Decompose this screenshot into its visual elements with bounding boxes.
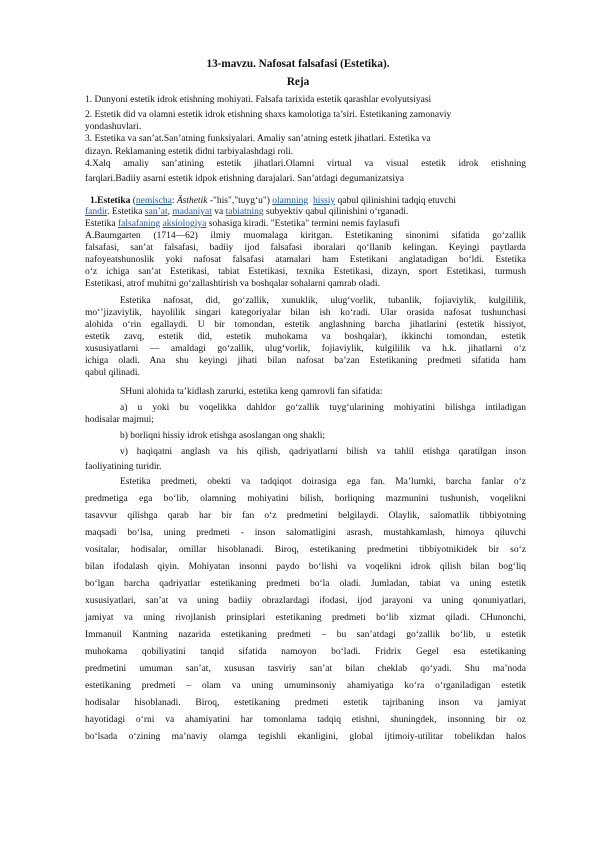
plan-item-2: 2. Estetik did va olamni estetik idrok etishning shaxs kamolotiga ta’siri. Estetikaning zamonaviy	[85, 110, 452, 120]
para3-line-14: hodisalar hisoblanadi. Biroq, estetikaning predmeti estetik tajribaning inson va jamiyat	[85, 698, 526, 708]
plan-item-2-cont: yondashuvlari.	[85, 122, 142, 132]
para2-line-7: qabul qilinadi.	[85, 368, 140, 378]
para2-line-3: alohida o‘rin egallaydi. U bir tomondan, estetik anglashning barcha jihatlarini (estetik hissiyot,	[85, 320, 526, 330]
link-fandir[interactable]: fandir	[85, 207, 108, 217]
para3-line-13: estetikaning predmeti – olam va uning umuminsoniy ahamiyatiga ko‘ra o‘rganiladigan estetik	[85, 681, 526, 691]
feature-b: b) borliqni hissiy idrok etishga asoslangan ong shakli;	[120, 431, 326, 441]
section-number: 1.	[90, 196, 98, 206]
document-title: 13-mavzu. Nafosat falsafasi (Estetika).	[206, 58, 390, 70]
plan-item-4-cont: farqlari.Badiiy asarni estetik idpok etishning darajalari. San’atdagi degumanizatsiya	[85, 174, 404, 184]
intro-line-5: falsafasi, san’at falsafasi, badiiy ijod falsafasi iboralari qo‘llanib kelingan. Keyingi paytlarda	[85, 243, 526, 253]
link-aksiologiya[interactable]: aksiologiya	[162, 219, 207, 229]
intro-line-1: 1.Estetika (nemischa: Ästhetik -"his","tuyg‘u") olamning hissiy qabul qilinishini tadqiq etuvchi	[90, 196, 456, 206]
link-sanat[interactable]: san’at	[144, 207, 168, 217]
intro-line-6: nafoyeatshunoslik yoki nafosat falsafasi atamalari ham Estetikani anglatadigan bo‘ldi. Estetika	[85, 255, 526, 265]
para3-line-8: xususiyatlari, san’at va uning badiiy obrazlardagi ifodasi, ijod jarayoni va uning qonuniyatlari,	[85, 596, 526, 606]
plan-heading: Reja	[286, 76, 310, 88]
plan-item-3-cont: dizayn. Reklamaning estetik didni tarbiyalashdagi roli.	[85, 147, 294, 157]
feature-v: v) haqiqatni anglash va his qilish, qadriyatlarni bilish va tahlil etishga qaratilgan inson	[120, 447, 526, 457]
para2-line-6: ichiga oladi. Ana shu keyingi jihati bilan nafosat ba’zan Estetikaning predmeti sifatida ham	[85, 356, 526, 366]
feature-a-cont: hodisalar majmui;	[85, 415, 154, 425]
para3-line-15: hayotidagi o‘rni va ahamiyatini har tomonlama tadqiq etishni, shuningdek, insonning bir oz	[85, 715, 526, 725]
plan-item-3: 3. Estetika va san’at.San’atning funksiyalari. Amaliy san’atning estetk jihatlari. Estetika va	[85, 134, 431, 144]
plan-item-4: 4.Xalq amaliy san’atining estetik jihatlari.Olamni virtual va visual estetik idrok etishning	[85, 159, 526, 169]
para3-line-3: tasavvur qilishga qarab har bir fan o‘z predmetini belgilaydi. Olaylik, salomatlik tibbiyotning	[85, 511, 526, 521]
para2-line-1: Estetika nafosat, did, go‘zallik, xunuklik, ulug‘vorlik, tubanlik, fojiaviylik, kulgililik,	[120, 296, 526, 306]
intro-line-2: fandir. Estetika san’at, madaniyat va tabiatning subyektiv qabul qilinishini o‘rganadi.	[85, 207, 409, 217]
para3-line-11: muhokama qobiliyatini tanqid sifatida namoyon bo‘ladi. Fridrix Gegel esa estetikaning	[85, 647, 526, 657]
para3-line-4: maqsadi bo‘lsa, uning predmeti - inson salomatligini asrash, mustahkamlash, himoya qiluvchi	[85, 528, 526, 538]
link-olamning[interactable]: olamning	[272, 196, 309, 206]
para3-line-5: vositalar, hodisalar, omillar hisoblanadi. Biroq, estetikaning predmetini tibbiyotnikidek bir so‘z	[85, 545, 526, 555]
intro-line-4: A.Baumgarten (1714—62) ilmiy muomalaga kiritgan. Estetikaning sinonimi sifatida go‘zallik	[85, 231, 526, 241]
para3-line-7: bo‘lgan barcha qadriyatlar estetikaning predmeti bo‘la oladi. Jumladan, tabiat va uning estetik	[85, 579, 526, 589]
para3-line-10: Immanuil Kantning nazarida estetikaning predmeti – bu san’atdagi go‘zallik bo‘lib, u estetik	[85, 630, 526, 640]
para3-line-6: bilan ifodalash qiyin. Mohiyatan insonni paydo bo‘lishi va voqelikni idrok qilish bilan bog‘liq	[85, 562, 526, 572]
para3-line-12: predmetini umuman san’at, xususan tasviriy san’at bilan cheklab qo‘yadi. Shu ma’noda	[85, 664, 526, 674]
intro-line-8: Estetikasi, atrof muhitni go‘zallashtirish va boshqalar sohalarni qamrab oladi.	[85, 279, 380, 289]
feature-v-cont: faoliyatining turidir.	[85, 462, 162, 472]
link-nemischa[interactable]: nemischa	[135, 196, 172, 206]
feature-a: a) u yoki bu voqelikka dahldor go‘zallik tuyg‘ularining mohiyatini bilishga intiladigan	[120, 403, 526, 413]
para2-line-5: xususiyatlarni — amaldagi go‘zallik, ulug‘vorlik, fojiaviylik, kulgililik va h.k. jihatlarni o‘z	[85, 344, 526, 354]
link-tabiatning[interactable]: tabiatning	[225, 207, 264, 217]
link-hissiy[interactable]: hissiy	[312, 196, 336, 206]
intro-line-7: o‘z ichiga san’at Estetikasi, tabiat Estetikasi, texnika Estetikasi, dizayn, sport Estetikasi, turmush	[85, 267, 526, 277]
para2-line-4: estetik zavq, estetik did, estetik muhokama va boshqalar), ikkinchi tomondan, estetik	[85, 332, 526, 342]
intro-line-3: Estetika falsafaning aksiologiya sohasiga kiradi. "Estetika" termini nemis faylasufi	[85, 219, 400, 229]
term-estetika: Estetika	[97, 196, 131, 206]
para3-line-2: predmetiga ega bo‘lib, olamning mohiyatini bilish, borliqning mazmunini tushunish, voqelikni	[85, 494, 526, 504]
para3-line-16: bo‘lsada o‘zining ma’naviy olamga tegishli ekanligini, global ijtimoiy-utilitar tobelikdan halos	[85, 732, 526, 742]
para3-line-1: Estetika predmeti, obekti va tadqiqot doirasiga ega fan. Ma’lumki, barcha fanlar o‘z	[120, 477, 526, 487]
plan-item-1: 1. Dunyoni estetik idrok etishning mohiyati. Falsafa tarixida estetik qarashlar evolyutsiyasi	[85, 95, 432, 105]
link-madaniyat[interactable]: madaniyat	[172, 207, 212, 217]
features-intro: SHuni alohida ta’kidlash zarurki, estetika keng qamrovli fan sifatida:	[120, 387, 383, 397]
para3-line-9: jamiyat va uning rivojlanish prinsiplari estetikaning predmeti bo‘lib xizmat qiladi. CHunonchi,	[85, 613, 526, 623]
greek-term: Ästhetik	[176, 196, 208, 206]
para2-line-2: mo‘’jizaviylik, hayolilik singari kategoriyalar bilan ish ko‘radi. Ular orasida nafosat tushunchasi	[85, 308, 526, 318]
link-falsafaning[interactable]: falsafaning	[117, 219, 161, 229]
